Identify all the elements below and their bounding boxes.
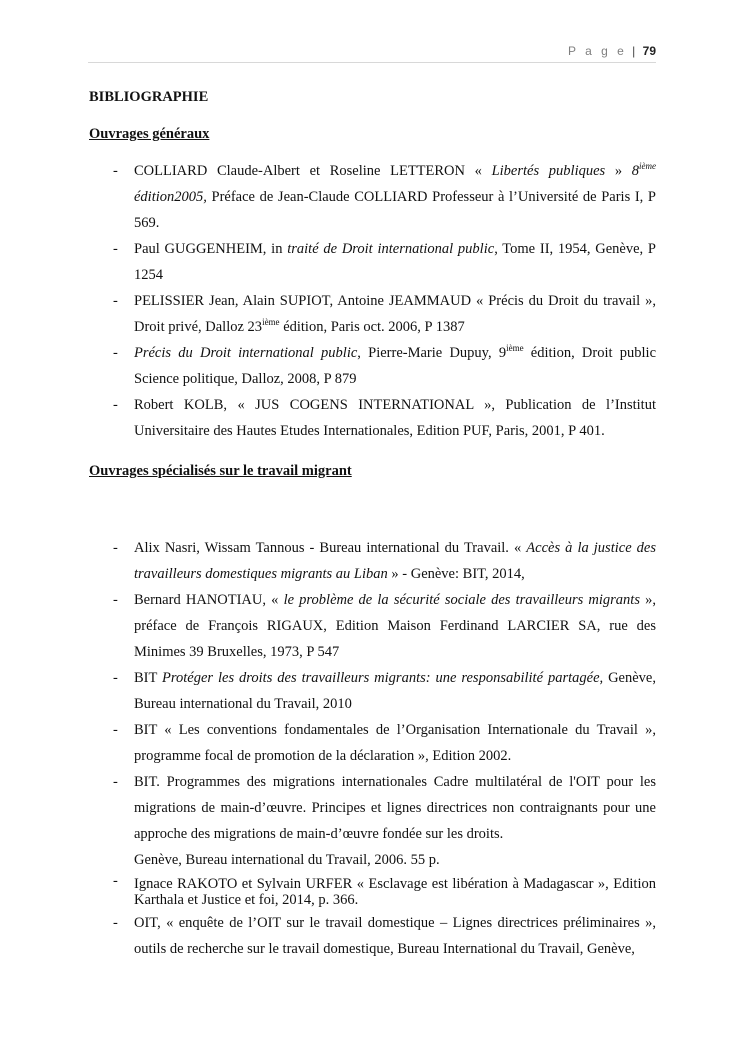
list-item: - Précis du Droit international public, Pierre-Marie Dupuy, 9ième édition, Droit public Science politique, Dalloz, 2008, P 879 (89, 340, 656, 392)
general-works-list (89, 158, 656, 444)
page-header (88, 44, 656, 63)
list-item: - Bernard HANOTIAU, « le problème de la sécurité sociale des travailleurs migrants », préface de François RIGAUX, Edition Maison Ferdinand LARCIER SA, rue des Minimes 39 Bruxelles, 1973, P 547 (89, 587, 656, 665)
page-title: BIBLIOGRAPHIE (89, 89, 209, 105)
specialized-works-list (89, 535, 656, 962)
list-item: - OIT, « enquête de l’OIT sur le travail domestique – Lignes directrices préliminaires », outils de recherche sur le travail domestique, Bureau International du Travail, Genève, (89, 910, 656, 962)
header-separator: | (632, 44, 636, 58)
list-item: - Robert KOLB, « JUS COGENS INTERNATIONAL », Publication de l’Institut Universitaire des Hautes Etudes Internationales, Edition PUF, Paris, 2001, P 401. (89, 392, 656, 444)
page-label: P a g e (568, 44, 627, 58)
section-heading-migrant: Ouvrages spécialisés sur le travail migrant (89, 463, 352, 479)
list-item: - Alix Nasri, Wissam Tannous - Bureau international du Travail. « Accès à la justice des travailleurs domestiques migrants au Liban » - Genève: BIT, 2014, (89, 535, 656, 587)
list-item: - BIT Protéger les droits des travailleurs migrants: une responsabilité partagée, Genève, Bureau international du Travail, 2010 (89, 665, 656, 717)
list-item: - BIT « Les conventions fondamentales de l’Organisation Internationale du Travail », programme focal de promotion de la déclaration », Edition 2002. (89, 717, 656, 769)
page-number: 79 (642, 44, 656, 58)
list-item: - COLLIARD Claude-Albert et Roseline LETTERON « Libertés publiques » 8ième édition2005, Préface de Jean-Claude COLLIARD Professeur à l’Université de Paris I, P 569. (89, 158, 656, 236)
list-item: - PELISSIER Jean, Alain SUPIOT, Antoine JEAMMAUD « Précis du Droit du travail », Droit privé, Dalloz 23ième édition, Paris oct. 2006, P 1387 (89, 288, 656, 340)
section-heading-general: Ouvrages généraux (89, 126, 210, 142)
list-item: - Ignace RAKOTO et Sylvain URFER « Esclavage est libération à Madagascar », Edition Karthala et Justice et foi, 2014, p. 366. (89, 873, 656, 910)
list-item: - BIT. Programmes des migrations internationales Cadre multilatéral de l'OIT pour les migrations de main-d’œuvre. Principes et lignes directrices non contraignants pour une approche des migrations de main-d’œuvre fondée sur les droits. Genève, Bureau international du Travail, 2006. 55 p. (89, 769, 656, 873)
list-item: - Paul GUGGENHEIM, in traité de Droit international public, Tome II, 1954, Genève, P 1254 (89, 236, 656, 288)
